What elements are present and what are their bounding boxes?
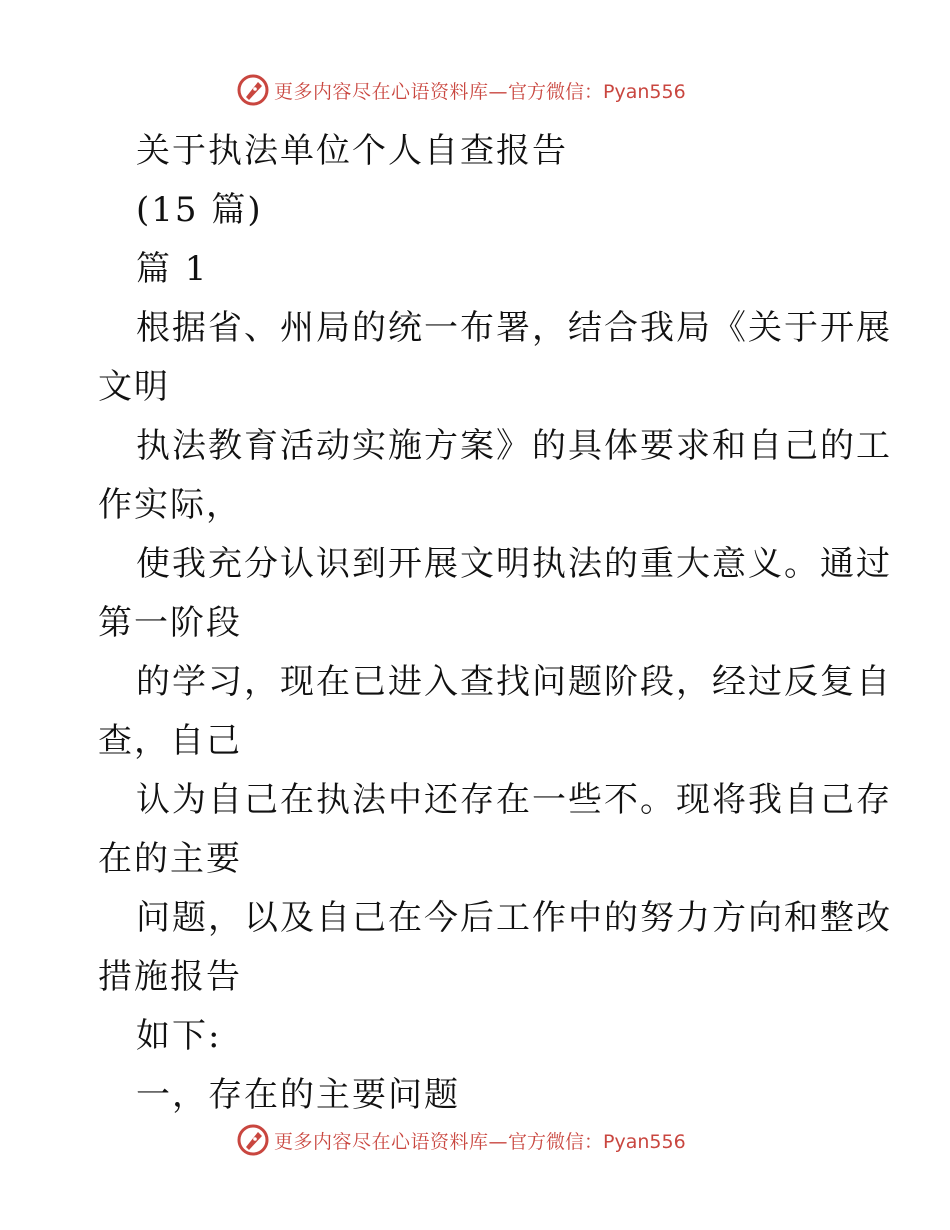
document-line: (15 篇) bbox=[136, 190, 263, 230]
document-line: 第一阶段 bbox=[98, 603, 242, 643]
document-line: 如下: bbox=[136, 1016, 222, 1056]
pen-nib-logo-icon bbox=[236, 1123, 270, 1157]
watermark-text: 更多内容尽在心语资料库— bbox=[274, 1130, 509, 1153]
document-line: 文明 bbox=[98, 367, 170, 407]
document-line: 在的主要 bbox=[98, 839, 242, 879]
watermark-wechat: 官方微信：Pyan556 bbox=[508, 80, 686, 103]
document-line: 执法教育活动实施方案》的具体要求和自己的工 bbox=[136, 426, 892, 466]
document-line: 问题，以及自己在今后工作中的努力方向和整改 bbox=[136, 898, 892, 938]
document-line: 一，存在的主要问题 bbox=[136, 1075, 460, 1115]
document-line: 作实际， bbox=[98, 485, 242, 525]
footer-watermark bbox=[236, 1122, 686, 1158]
document-line: 使我充分认识到开展文明执法的重大意义。通过 bbox=[136, 544, 892, 584]
document-line: 关于执法单位个人自查报告 bbox=[136, 131, 568, 171]
document-line: 根据省、州局的统一布署，结合我局《关于开展 bbox=[136, 308, 892, 348]
document-body bbox=[98, 122, 892, 1125]
watermark-text: 更多内容尽在心语资料库— bbox=[274, 80, 509, 103]
document-line: 查，自己 bbox=[98, 721, 242, 761]
document-line: 篇 1 bbox=[136, 249, 209, 289]
watermark-wechat: 官方微信：Pyan556 bbox=[508, 1130, 686, 1153]
pen-nib-logo-icon bbox=[236, 73, 270, 107]
document-line: 的学习，现在已进入查找问题阶段，经过反复自 bbox=[136, 662, 892, 702]
document-line: 认为自己在执法中还存在一些不。现将我自己存 bbox=[136, 780, 892, 820]
header-watermark bbox=[236, 72, 686, 108]
document-line: 措施报告 bbox=[98, 957, 242, 997]
